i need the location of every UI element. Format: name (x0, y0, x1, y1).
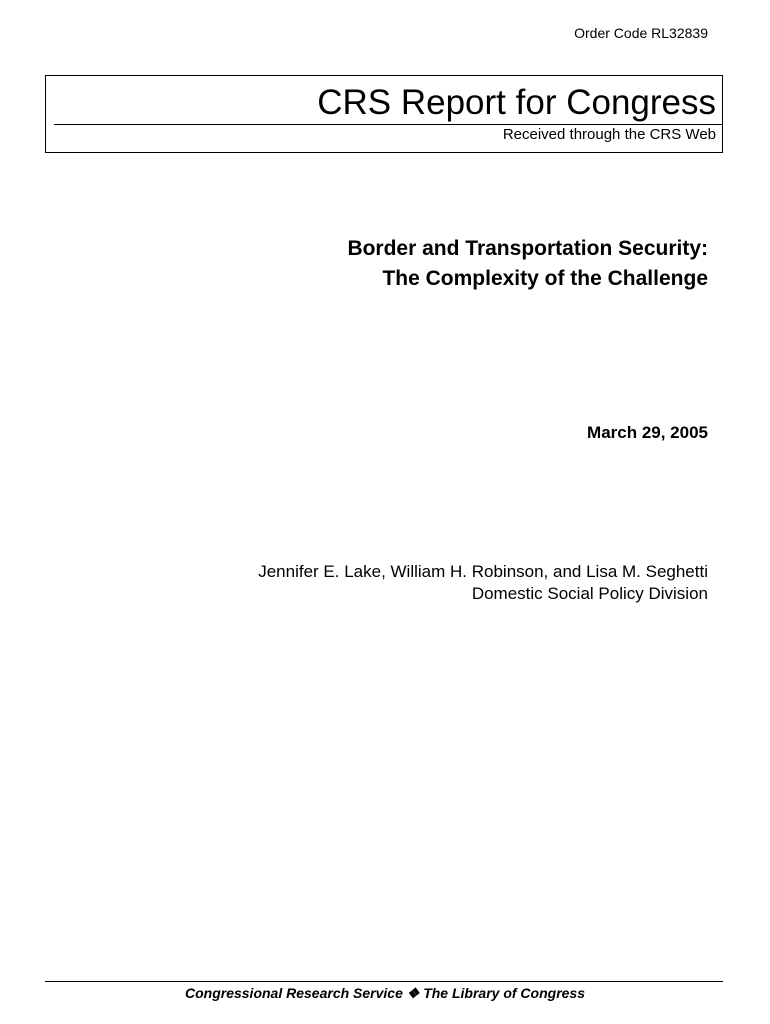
report-title-line-1: Border and Transportation Security: (347, 237, 708, 260)
report-date: March 29, 2005 (587, 423, 708, 442)
footer-text: Congressional Research Service ❖ The Library of Congress (184, 985, 586, 1001)
report-header-box (45, 75, 723, 153)
report-series-subtitle: Received through the CRS Web (502, 126, 716, 143)
order-code: Order Code RL32839 (574, 25, 708, 41)
authors-block (258, 561, 708, 605)
report-series-title: CRS Report for Congress (317, 83, 716, 122)
division: Domestic Social Policy Division (471, 584, 708, 603)
header-divider (54, 124, 722, 125)
report-title (347, 234, 708, 294)
authors: Jennifer E. Lake, William H. Robinson, and Lisa M. Seghetti (258, 562, 708, 581)
footer-divider (45, 981, 723, 982)
report-title-line-2: The Complexity of the Challenge (382, 267, 708, 290)
